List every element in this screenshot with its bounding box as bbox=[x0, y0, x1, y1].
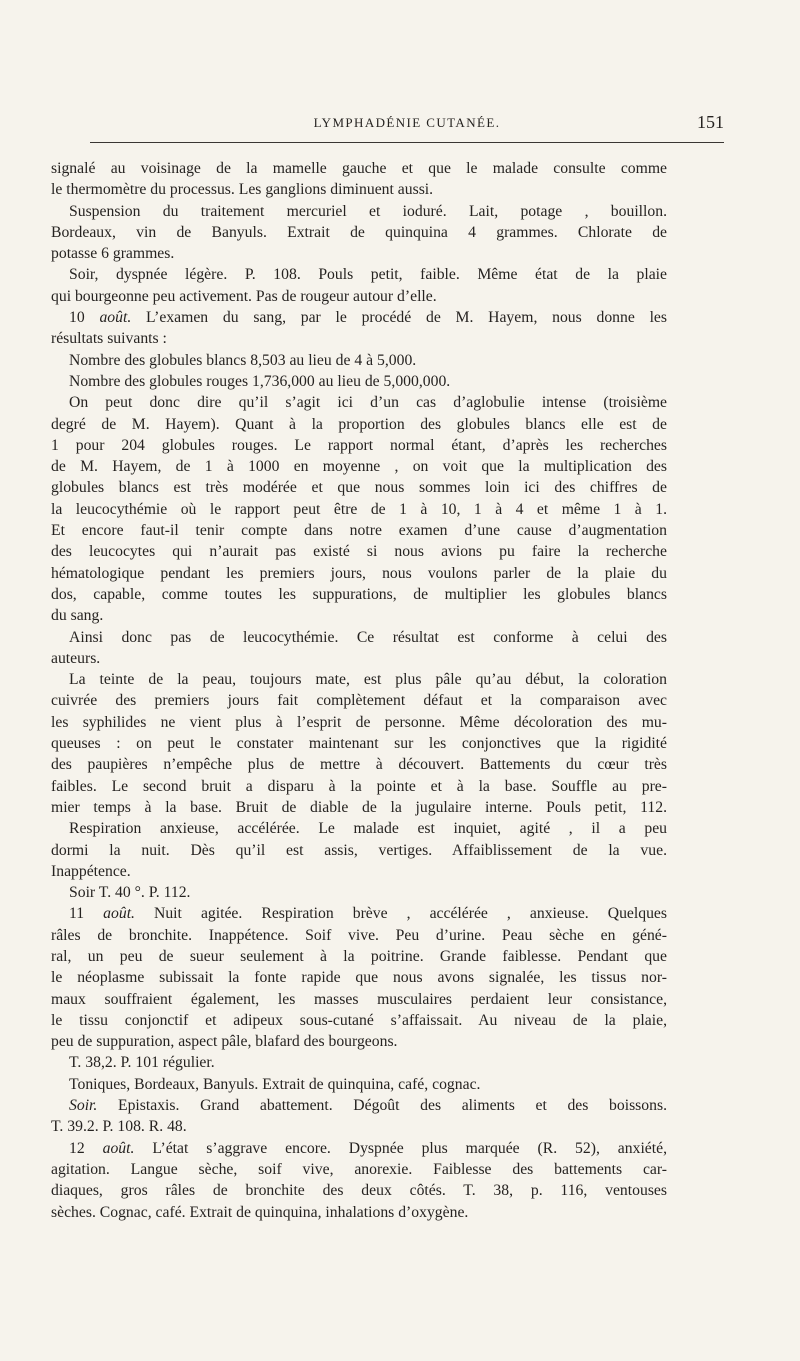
text-line: Nombre des globules rouges 1,736,000 au lieu de 5,000,000. bbox=[69, 372, 451, 390]
text-line: le thermomètre du processus. Les ganglions diminuent aussi. bbox=[51, 181, 434, 199]
text-line: le tissu conjonctif et adipeux sous-cutané s’affaissait. Au niveau de la plaie, bbox=[51, 1011, 667, 1029]
text-line: Et encore faut-il tenir compte dans notre examen d’une cause d’augmentation bbox=[51, 522, 667, 540]
text-line: La teinte de la peau, toujours mate, est plus pâle qu’au début, la coloration bbox=[69, 671, 667, 689]
text-line: degré de M. Hayem). Quant à la proportion des globules blancs elle est de bbox=[51, 415, 667, 433]
header-rule bbox=[90, 142, 724, 143]
text-line: cuivrée des premiers jours fait complètement défaut et la comparaison avec bbox=[51, 692, 667, 710]
text-line: queuses : on peut le constater maintenant sur les conjonctives que la rigidité bbox=[51, 735, 667, 753]
text-line: Ainsi donc pas de leucocythémie. Ce résultat est conforme à celui des bbox=[69, 628, 667, 646]
text-line: 10 août. L’examen du sang, par le procédé de M. Hayem, nous donne les bbox=[69, 309, 667, 327]
text-line: Soir. Epistaxis. Grand abattement. Dégoût des aliments et des boissons. bbox=[69, 1097, 667, 1115]
text-line: qui bourgeonne peu activement. Pas de rougeur autour d’elle. bbox=[51, 287, 437, 305]
text-line: des leucocytes qui n’aurait pas existé si nous avions pu faire la recherche bbox=[51, 543, 667, 561]
text-line: Bordeaux, vin de Banyuls. Extrait de quinquina 4 grammes. Chlorate de bbox=[51, 223, 667, 241]
text-line: dos, capable, comme toutes les suppurations, de multiplier les globules blancs bbox=[51, 585, 667, 603]
text-line: diaques, gros râles de bronchite des deux côtés. T. 38, p. 116, ventouses bbox=[51, 1182, 667, 1200]
text-line: râles de bronchite. Inappétence. Soif vive. Peu d’urine. Peau sèche en géné- bbox=[51, 926, 667, 944]
text-line: maux souffraient également, les masses musculaires perdaient leur consistance, bbox=[51, 990, 667, 1008]
text-line: Nombre des globules blancs 8,503 au lieu de 4 à 5,000. bbox=[69, 351, 417, 369]
text-line: Suspension du traitement mercuriel et ioduré. Lait, potage , bouillon. bbox=[69, 202, 667, 220]
text-line: 12 août. L’état s’aggrave encore. Dyspnée plus marquée (R. 52), anxiété, bbox=[69, 1139, 667, 1157]
page-header bbox=[90, 112, 724, 134]
text-line: 1 pour 204 globules rouges. Le rapport normal étant, d’après les recherches bbox=[51, 436, 667, 454]
text-line: de M. Hayem, de 1 à 1000 en moyenne , on voit que la multiplication des bbox=[51, 458, 667, 476]
text-line: potasse 6 grammes. bbox=[51, 245, 175, 263]
text-line: Respiration anxieuse, accélérée. Le malade est inquiet, agité , il a peu bbox=[69, 820, 667, 838]
page-number: 151 bbox=[697, 112, 724, 132]
text-line: agitation. Langue sèche, soif vive, anorexie. Faiblesse des battements car- bbox=[51, 1160, 667, 1178]
text-line: Soir T. 40 °. P. 112. bbox=[69, 884, 191, 902]
text-line: ral, un peu de sueur seulement à la poitrine. Grande faiblesse. Pendant que bbox=[51, 947, 667, 965]
text-line: Soir, dyspnée légère. P. 108. Pouls petit, faible. Même état de la plaie bbox=[69, 266, 667, 284]
text-line: la leucocythémie où le rapport peut être de 1 à 10, 1 à 4 et même 1 à 1. bbox=[51, 500, 667, 518]
text-line: On peut donc dire qu’il s’agit ici d’un cas d’aglobulie intense (troisième bbox=[69, 394, 667, 412]
text-line: les syphilides ne vient plus à l’esprit de personne. Même décoloration des mu- bbox=[51, 713, 667, 731]
text-line: peu de suppuration, aspect pâle, blafard des bourgeons. bbox=[51, 1033, 398, 1051]
body-text bbox=[51, 158, 667, 1223]
text-line: dormi la nuit. Dès qu’il est assis, vertiges. Affaiblissement de la vue. bbox=[51, 841, 667, 859]
text-line: Toniques, Bordeaux, Banyuls. Extrait de quinquina, café, cognac. bbox=[69, 1075, 481, 1093]
text-line: mier temps à la base. Bruit de diable de la jugulaire interne. Pouls petit, 112. bbox=[51, 798, 667, 816]
text-line: auteurs. bbox=[51, 649, 101, 667]
text-line: globules blancs est très modérée et que nous sommes loin ici des chiffres de bbox=[51, 479, 667, 497]
text-line: du sang. bbox=[51, 607, 104, 625]
text-line: signalé au voisinage de la mamelle gauche et que le malade consulte comme bbox=[51, 160, 667, 177]
text-line: sèches. Cognac, café. Extrait de quinquina, inhalations d’oxygène. bbox=[51, 1203, 469, 1221]
text-line: T. 39.2. P. 108. R. 48. bbox=[51, 1118, 187, 1136]
text-line: résultats suivants : bbox=[51, 330, 167, 348]
running-title: LYMPHADÉNIE CUTANÉE. bbox=[313, 115, 501, 130]
text-line: T. 38,2. P. 101 régulier. bbox=[69, 1054, 215, 1072]
text-line: 11 août. Nuit agitée. Respiration brève , accélérée , anxieuse. Quelques bbox=[69, 905, 667, 923]
text-line: faibles. Le second bruit a disparu à la pointe et à la base. Souffle au pre- bbox=[51, 777, 667, 795]
text-line: des paupières n’empêche plus de mettre à découvert. Battements du cœur très bbox=[51, 756, 667, 774]
text-line: le néoplasme subissait la fonte rapide que nous avons signalée, les tissus nor- bbox=[51, 969, 667, 987]
text-line: hématologique pendant les premiers jours, nous voulons parler de la plaie du bbox=[51, 564, 667, 582]
text-line: Inappétence. bbox=[51, 862, 131, 880]
